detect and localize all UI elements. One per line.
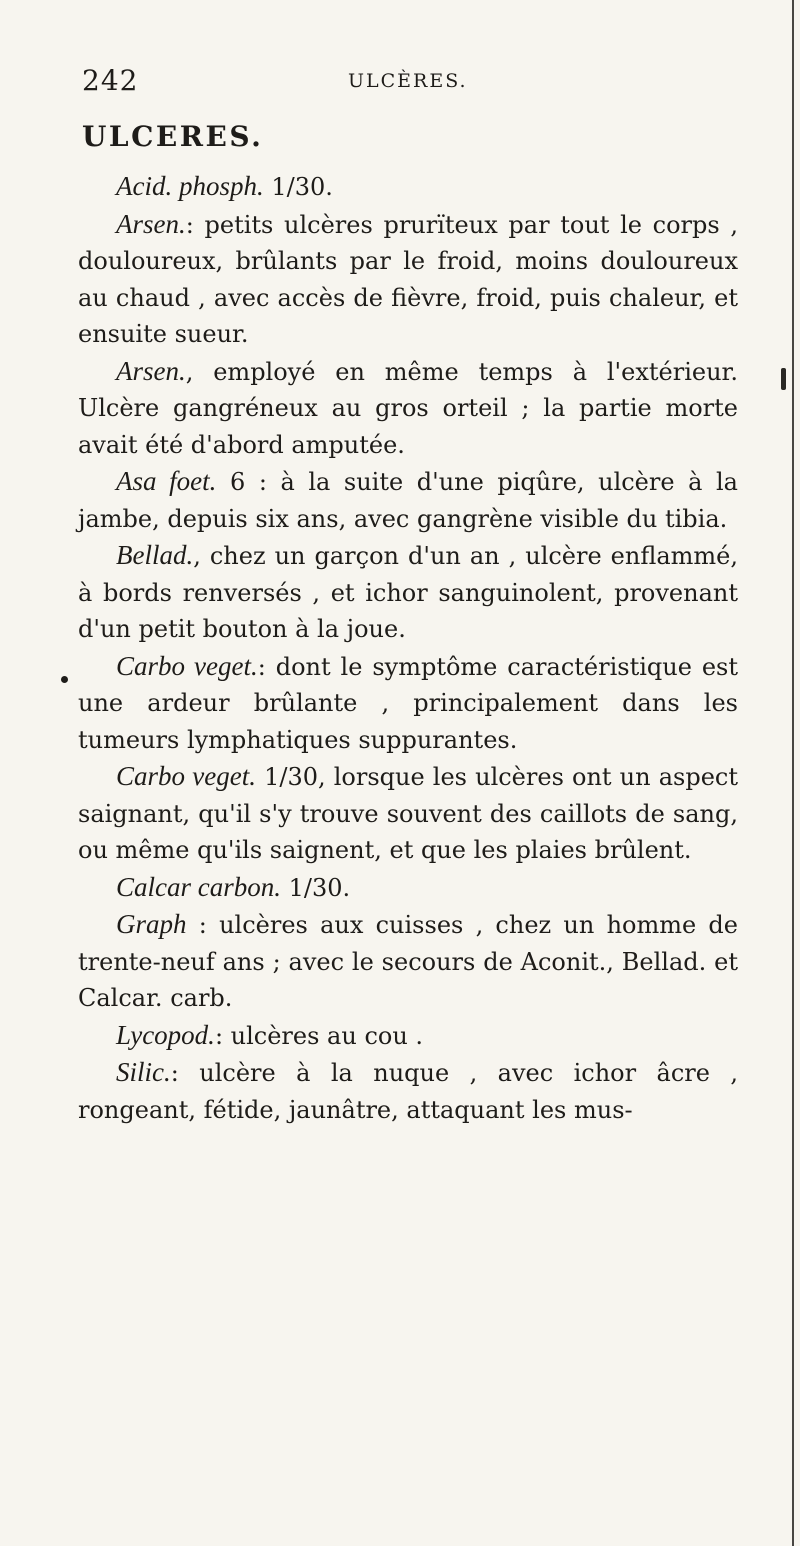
remedy-name: Carbo veget. (116, 761, 256, 791)
page-edge-mark (781, 368, 786, 390)
entry-text: 6 : à la suite d'une piqûre, ulcère à la jambe, depuis six ans, avec gangrène visible du tibia. (78, 468, 738, 533)
entry-acid-phosph (78, 168, 738, 206)
entry-calcar-carbon (78, 869, 738, 907)
entry-text: : ulcères au cou . (214, 1021, 424, 1050)
page-number: 242 (82, 64, 139, 97)
entry-text: : petits ulcères prurïteux par tout le corps , douloureux, brûlants par le froid, moins douloureux au chaud , avec accès de fièvre, froid, puis chaleur, et ensuite sueur. (78, 210, 738, 348)
entry-bellad (78, 537, 738, 648)
entry-carbo-veget-1 (78, 648, 738, 759)
remedy-name: Arsen. (116, 208, 186, 239)
remedy-name: Bellad. (116, 540, 194, 570)
remedy-name: Arsen. (116, 355, 186, 386)
entry-asa-foet (78, 463, 738, 537)
entry-lycopod (78, 1017, 738, 1055)
entry-graph (78, 906, 738, 1017)
remedy-name: Asa foet. (116, 466, 217, 496)
entry-text: : ulcère à la nuque , avec ichor âcre , rongeant, fétide, jaunâtre, attaquant les mus- (78, 1059, 738, 1124)
entry-text: , chez un garçon d'un an , ulcère enflammé, à bords renversés , et ichor sanguinolent, provenant d'un petit bouton à la joue. (78, 542, 738, 643)
entry-arsen-2 (78, 353, 738, 464)
entry-text: , employé en même temps à l'extérieur. Ulcère gangréneux au gros orteil ; la partie morte avait été d'abord amputée. (78, 357, 738, 459)
page-header (82, 64, 722, 104)
remedy-name: Silic. (116, 1057, 171, 1087)
remedy-name: Graph (116, 909, 187, 939)
entry-text: 1/30, lorsque les ulcères ont un aspect saignant, qu'il s'y trouve souvent des caillots de sang, ou même qu'ils saignent, et que les plaies brûlent. (78, 763, 738, 864)
entry-text: 1/30. (263, 173, 333, 201)
entry-text: 1/30. (281, 873, 351, 902)
remedy-name: Acid. phosph. (116, 171, 264, 201)
entry-arsen-1 (78, 206, 738, 353)
entry-text: : ulcères aux cuisses , chez un homme de trente-neuf ans ; avec le secours de Aconit., Bellad. et Calcar. carb. (78, 911, 738, 1012)
remedy-name: Calcar carbon. (116, 871, 281, 902)
margin-dot (61, 676, 68, 683)
running-head: ULCÈRES. (348, 70, 468, 92)
remedy-entries (78, 168, 738, 1128)
page-edge-line (792, 0, 794, 1546)
entry-carbo-veget-2 (78, 758, 738, 869)
remedy-name: Lycopod. (116, 1019, 215, 1050)
remedy-name: Carbo veget. (116, 650, 258, 681)
section-title: ULCERES. (82, 120, 264, 153)
entry-silic (78, 1054, 738, 1128)
entry-text: : dont le symptôme caractéristique est une ardeur brûlante , principalement dans les tumeurs lymphatiques suppurantes. (78, 652, 738, 754)
